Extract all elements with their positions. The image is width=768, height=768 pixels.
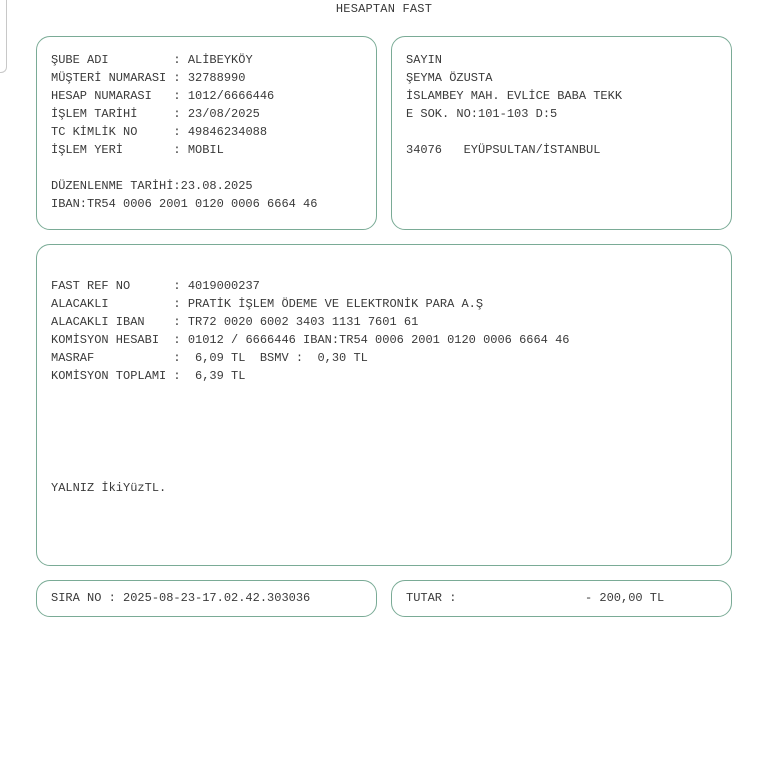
branch-row-musteri — [51, 71, 245, 85]
transfer-row-ref-no — [51, 279, 260, 293]
field-separator: : — [173, 71, 188, 85]
sira-no: SIRA NO : 2025-08-23-17.02.42.303036 — [51, 591, 311, 605]
field-label: ŞUBE ADI — [51, 53, 174, 67]
transfer-row-alacakli — [51, 297, 483, 311]
field-label: MÜŞTERİ NUMARASI — [51, 71, 174, 85]
tutar-label: TUTAR : — [406, 591, 457, 605]
branch-info-box — [36, 36, 377, 230]
field-label: TC KİMLİK NO — [51, 125, 174, 139]
field-separator: : — [173, 107, 188, 121]
issue-date: DÜZENLENME TARİHİ:23.08.2025 — [51, 179, 253, 193]
field-value: 6,09 TL BSMV : 0,30 TL — [195, 351, 368, 365]
field-separator: : — [173, 333, 188, 347]
field-separator: : — [173, 279, 188, 293]
field-label: KOMİSYON HESABI — [51, 333, 174, 347]
document-title: HESAPTAN FAST — [335, 2, 433, 16]
field-value: 01012 / 6666446 IBAN:TR54 0006 2001 0120 0006 6664 46 — [187, 333, 570, 347]
field-value: 6,39 TL — [195, 369, 246, 383]
branch-row-tc-kimlik — [51, 125, 267, 139]
field-value: 23/08/2025 — [187, 107, 260, 121]
transfer-details-box — [36, 244, 732, 566]
field-label: FAST REF NO — [51, 279, 174, 293]
field-separator: : — [173, 351, 196, 365]
transfer-row-komisyon-hesabi — [51, 333, 570, 347]
field-label: ALACAKLI IBAN — [51, 315, 174, 329]
branch-row-islem-tarihi — [51, 107, 260, 121]
sira-no-box — [36, 580, 377, 617]
field-label: MASRAF — [51, 351, 174, 365]
field-value: 1012/6666446 — [187, 89, 275, 103]
amount-in-words: YALNIZ İkiYüzTL. — [51, 481, 167, 495]
field-separator: : — [173, 297, 188, 311]
field-separator: : — [173, 89, 188, 103]
salutation: SAYIN — [406, 53, 443, 67]
field-value: ALİBEYKÖY — [187, 53, 253, 67]
recipient-address-box — [391, 36, 732, 230]
field-label: ALACAKLI — [51, 297, 174, 311]
field-value: 32788990 — [187, 71, 246, 85]
field-value: 4019000237 — [187, 279, 260, 293]
recipient-name: ŞEYMA ÖZUSTA — [406, 71, 493, 85]
branch-row-hesap — [51, 89, 274, 103]
transfer-row-alacakli-iban — [51, 315, 418, 329]
field-label: HESAP NUMARASI — [51, 89, 174, 103]
field-label: İŞLEM YERİ — [51, 143, 174, 157]
field-separator: : — [173, 125, 188, 139]
account-iban: IBAN:TR54 0006 2001 0120 0006 6664 46 — [51, 197, 318, 211]
field-separator: : — [173, 143, 188, 157]
field-value: PRATİK İŞLEM ÖDEME VE ELEKTRONİK PARA A.Ş — [187, 297, 484, 311]
address-line-1: İSLAMBEY MAH. EVLİCE BABA TEKK — [406, 89, 623, 103]
field-label: İŞLEM TARİHİ — [51, 107, 174, 121]
branch-row-islem-yeri — [51, 143, 224, 157]
field-separator: : — [173, 369, 196, 383]
field-separator: : — [173, 53, 188, 67]
field-value: TR72 0020 6002 3403 1131 7601 61 — [187, 315, 419, 329]
transfer-row-komisyon-toplami — [51, 369, 245, 383]
transfer-row-masraf — [51, 351, 368, 365]
tutar-box — [391, 580, 732, 617]
postal-city: 34076 EYÜPSULTAN/İSTANBUL — [406, 143, 601, 157]
tutar-value: - 200,00 TL — [585, 591, 665, 605]
field-value: MOBIL — [187, 143, 224, 157]
field-label: KOMİSYON TOPLAMI — [51, 369, 174, 383]
field-value: 49846234088 — [187, 125, 268, 139]
field-separator: : — [173, 315, 188, 329]
address-line-2: E SOK. NO:101-103 D:5 — [406, 107, 558, 121]
branch-row-sube — [51, 53, 253, 67]
